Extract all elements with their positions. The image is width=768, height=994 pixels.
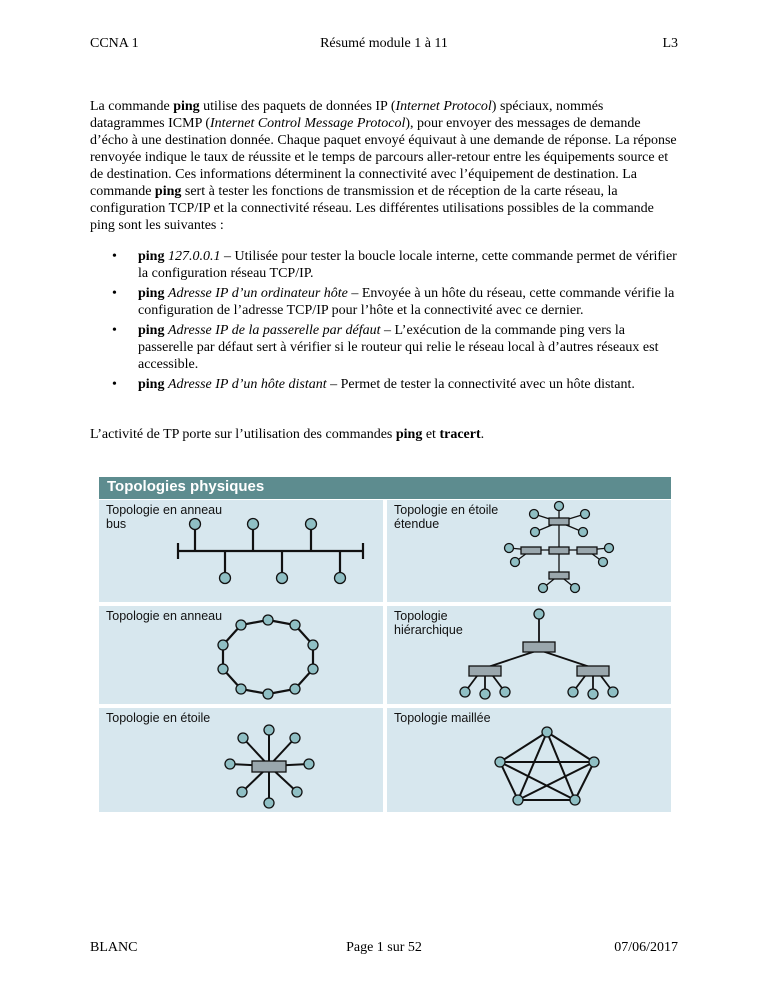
node: [505, 544, 514, 553]
node: [238, 733, 248, 743]
page-footer: [90, 940, 678, 960]
header-course: CCNA 1: [90, 36, 139, 51]
header-title: Résumé module 1 à 11: [320, 36, 448, 51]
footer-author: BLANC: [90, 940, 138, 955]
node: [237, 787, 247, 797]
node: [292, 787, 302, 797]
node: [605, 544, 614, 553]
node: [534, 609, 544, 619]
node: [304, 759, 314, 769]
switch: [252, 761, 286, 772]
cell-label: Topologie en étoile: [106, 711, 211, 725]
list-item: • ping Adresse IP de la passerelle par défaut – L’exécution de la commande ping vers la passerelle par défaut sert à vérifier si le routeur qui relie le réseau local à d’autres réseaux est accessible.: [138, 322, 680, 373]
node: [555, 502, 564, 511]
cell-bus-topology: [99, 500, 383, 602]
bus-diagram: [99, 500, 383, 602]
node: [236, 620, 246, 630]
node: [608, 687, 618, 697]
list-item: • ping Adresse IP d’un hôte distant – Permet de tester la connectivité avec un hôte distant.: [138, 376, 680, 393]
node: [589, 757, 599, 767]
switch: [521, 547, 541, 554]
node: [290, 733, 300, 743]
switch: [523, 642, 555, 652]
list-item: • ping Adresse IP d’un ordinateur hôte – Envoyée à un hôte du réseau, cette commande vérifie la configuration de l’adresse TCP/IP pour l’hôte et la connectivité avec ce dernier.: [138, 285, 680, 319]
list-item: • ping 127.0.0.1 – Utilisée pour tester la boucle locale interne, cette commande permet de vérifier la configuration réseau TCP/IP.: [138, 248, 680, 282]
node: [236, 684, 246, 694]
header-level: L3: [662, 36, 678, 51]
cell-mesh-topology: [387, 708, 671, 812]
ring-diagram: [99, 606, 383, 704]
mesh-diagram: [387, 708, 671, 812]
footer-page-number: Page 1 sur 52: [346, 940, 422, 955]
switch: [549, 572, 569, 579]
node: [335, 573, 346, 584]
ping-usage-list: [90, 248, 680, 396]
star-diagram: [99, 708, 383, 812]
cell-label: Topologie en étoile étendue: [394, 503, 499, 531]
switch: [549, 547, 569, 554]
switch: [577, 666, 609, 676]
node: [220, 573, 231, 584]
node: [542, 727, 552, 737]
cell-label: Topologie en anneau bus: [106, 503, 223, 531]
switch: [577, 547, 597, 554]
node: [495, 757, 505, 767]
node: [290, 620, 300, 630]
switch: [469, 666, 501, 676]
node: [513, 795, 523, 805]
node: [568, 687, 578, 697]
node: [263, 615, 273, 625]
node: [588, 689, 598, 699]
figure-title-bar: [99, 477, 671, 499]
node: [579, 528, 588, 537]
node: [531, 528, 540, 537]
topologies-figure: [99, 470, 671, 814]
node: [581, 510, 590, 519]
node: [308, 664, 318, 674]
node: [599, 558, 608, 567]
cell-label: Topologie maillée: [394, 711, 491, 725]
node: [263, 689, 273, 699]
node: [277, 573, 288, 584]
node: [190, 519, 201, 530]
node: [225, 759, 235, 769]
node: [480, 689, 490, 699]
cell-star-topology: [99, 708, 383, 812]
cell-label: Topologie en anneau: [106, 609, 223, 623]
hierarchical-diagram: [387, 606, 671, 704]
node: [571, 584, 580, 593]
node: [539, 584, 548, 593]
node: [218, 664, 228, 674]
node: [248, 519, 259, 530]
cell-extended-star-topology: [387, 500, 671, 602]
node: [500, 687, 510, 697]
cell-hierarchical-topology: [387, 606, 671, 704]
intro-paragraph: La commande ping utilise des paquets de données IP (Internet Protocol) spéciaux, nommés datagrammes ICMP (Internet Control Message Protocol), pour envoyer des messages de demande d’écho à une destination donnée. Chaque paquet envoyé équivaut à une demande de réponse. La réponse renvoyée indique le taux de réussite et le temps de parcours aller-retour entre les équipements source et de destination. Ces informations déterminent la connectivité avec l’équipement de destination. La commande ping sert à tester les fonctions de transmission et de réception de la carte réseau, la configuration TCP/IP et la connectivité réseau. Les différentes utilisations possibles de la commande ping sont les suivantes :: [90, 99, 677, 233]
node: [264, 725, 274, 735]
node: [511, 558, 520, 567]
node: [308, 640, 318, 650]
cell-label: Topologie hiérarchique: [394, 609, 463, 637]
node: [218, 640, 228, 650]
switch: [549, 518, 569, 525]
node: [306, 519, 317, 530]
node: [264, 798, 274, 808]
node: [530, 510, 539, 519]
cell-ring-topology: [99, 606, 383, 704]
node: [290, 684, 300, 694]
node: [460, 687, 470, 697]
node: [570, 795, 580, 805]
figure-title: Topologies physiques: [107, 478, 265, 495]
page-header: [90, 36, 678, 56]
extended-star-diagram: [387, 500, 671, 602]
footer-date: 07/06/2017: [614, 940, 678, 955]
tp-paragraph: L’activité de TP porte sur l’utilisation des commandes ping et tracert.: [90, 427, 485, 442]
